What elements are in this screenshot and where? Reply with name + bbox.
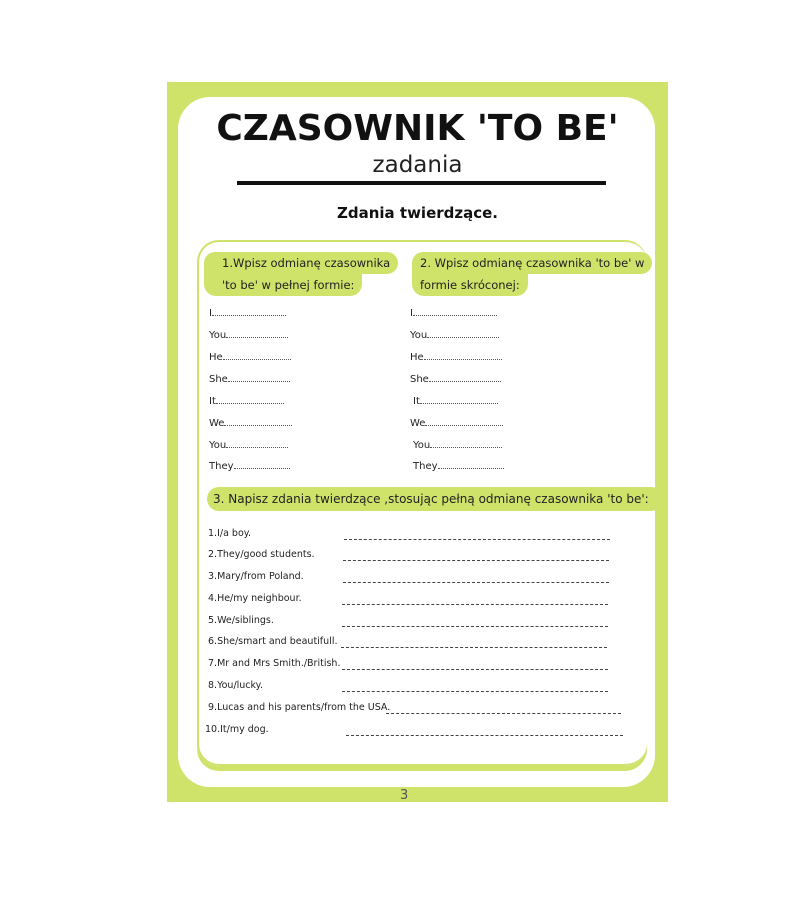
pronoun-label: You [413,440,431,451]
pronoun-blank[interactable] [209,460,290,472]
sentence-prompt: 5.We/siblings. [208,615,274,626]
sentence-prompt: 1.I/a boy. [208,528,252,539]
answer-line[interactable] [344,539,610,540]
answer-dots[interactable] [420,395,498,404]
pronoun-blank[interactable] [209,395,284,407]
answer-dots[interactable] [224,417,292,426]
answer-line[interactable] [386,713,621,714]
answer-dots[interactable] [216,395,284,404]
answer-line[interactable] [342,626,608,627]
page-subtitle: zadania [372,152,463,178]
sentence-prompt: 8.You/lucky. [208,680,263,691]
task2-label-line1: 2. Wpisz odmianę czasownika 'to be' w [412,252,652,274]
answer-dots[interactable] [223,351,291,360]
pronoun-label: You [209,440,227,451]
answer-dots[interactable] [429,373,501,382]
answer-line[interactable] [343,582,609,583]
title-divider [237,181,606,185]
pronoun-label: They [413,461,438,472]
answer-dots[interactable] [413,307,497,316]
pronoun-blank[interactable] [209,307,286,319]
answer-line[interactable] [343,560,609,561]
pronoun-blank[interactable] [209,439,288,451]
section-heading: Zdania twierdzące. [337,204,498,222]
sentence-prompt: 7.Mr and Mrs Smith./British. [208,658,341,669]
task1-label-line1 [204,252,398,274]
pronoun-label: It [413,396,420,407]
sentence-prompt: 10.It/my dog. [205,724,269,735]
pronoun-label: It [209,396,216,407]
task3-label: 3. Napisz zdania twierdzące ,stosując pełną odmianę czasownika 'to be': [207,487,663,511]
page-number: 3 [400,788,409,803]
answer-dots[interactable] [212,307,286,316]
pronoun-blank[interactable] [410,307,497,319]
pronoun-label: You [410,330,428,341]
sentence-prompt: 4.He/my neighbour. [208,593,302,604]
pronoun-blank[interactable] [410,417,503,429]
answer-dots[interactable] [427,329,499,338]
pronoun-blank[interactable] [410,329,499,341]
pronoun-label: She [209,374,228,385]
pronoun-label: He [410,352,424,363]
answer-dots[interactable] [226,329,288,338]
pronoun-blank[interactable] [413,439,502,451]
pronoun-label: You [209,330,227,341]
pronoun-label: He [209,352,223,363]
answer-dots[interactable] [234,460,290,469]
answer-dots[interactable] [438,460,504,469]
sentence-prompt: 3.Mary/from Poland. [208,571,304,582]
pronoun-blank[interactable] [413,395,498,407]
pronoun-label: She [410,374,429,385]
answer-dots[interactable] [226,439,288,448]
pronoun-blank[interactable] [209,329,288,341]
pronoun-blank[interactable] [410,373,501,385]
pronoun-label: They [209,461,234,472]
answer-dots[interactable] [425,417,503,426]
pronoun-label: I [209,308,212,319]
answer-line[interactable] [346,735,623,736]
answer-line[interactable] [342,691,608,692]
answer-dots[interactable] [430,439,502,448]
sentence-prompt: 6.She/smart and beautifull. [208,636,338,647]
task1-label-line2: 'to be' w pełnej formie: [204,274,362,296]
answer-line[interactable] [341,647,607,648]
pronoun-label: We [209,418,225,429]
task1-text1: 1.Wpisz odmianę czasownika [222,256,391,270]
pronoun-blank[interactable] [209,373,290,385]
answer-line[interactable] [342,604,608,605]
answer-dots[interactable] [424,351,502,360]
pronoun-label: I [410,308,413,319]
pronoun-blank[interactable] [410,351,502,363]
answer-dots[interactable] [228,373,290,382]
pronoun-label: We [410,418,426,429]
pronoun-blank[interactable] [413,460,504,472]
pronoun-blank[interactable] [209,351,291,363]
page-title: CZASOWNIK 'TO BE' [216,108,619,149]
task2-label-line2: formie skróconej: [412,274,528,296]
pronoun-blank[interactable] [209,417,292,429]
sentence-prompt: 2.They/good students. [208,549,315,560]
answer-line[interactable] [342,669,608,670]
sentence-prompt: 9.Lucas and his parents/from the USA. [208,702,391,713]
